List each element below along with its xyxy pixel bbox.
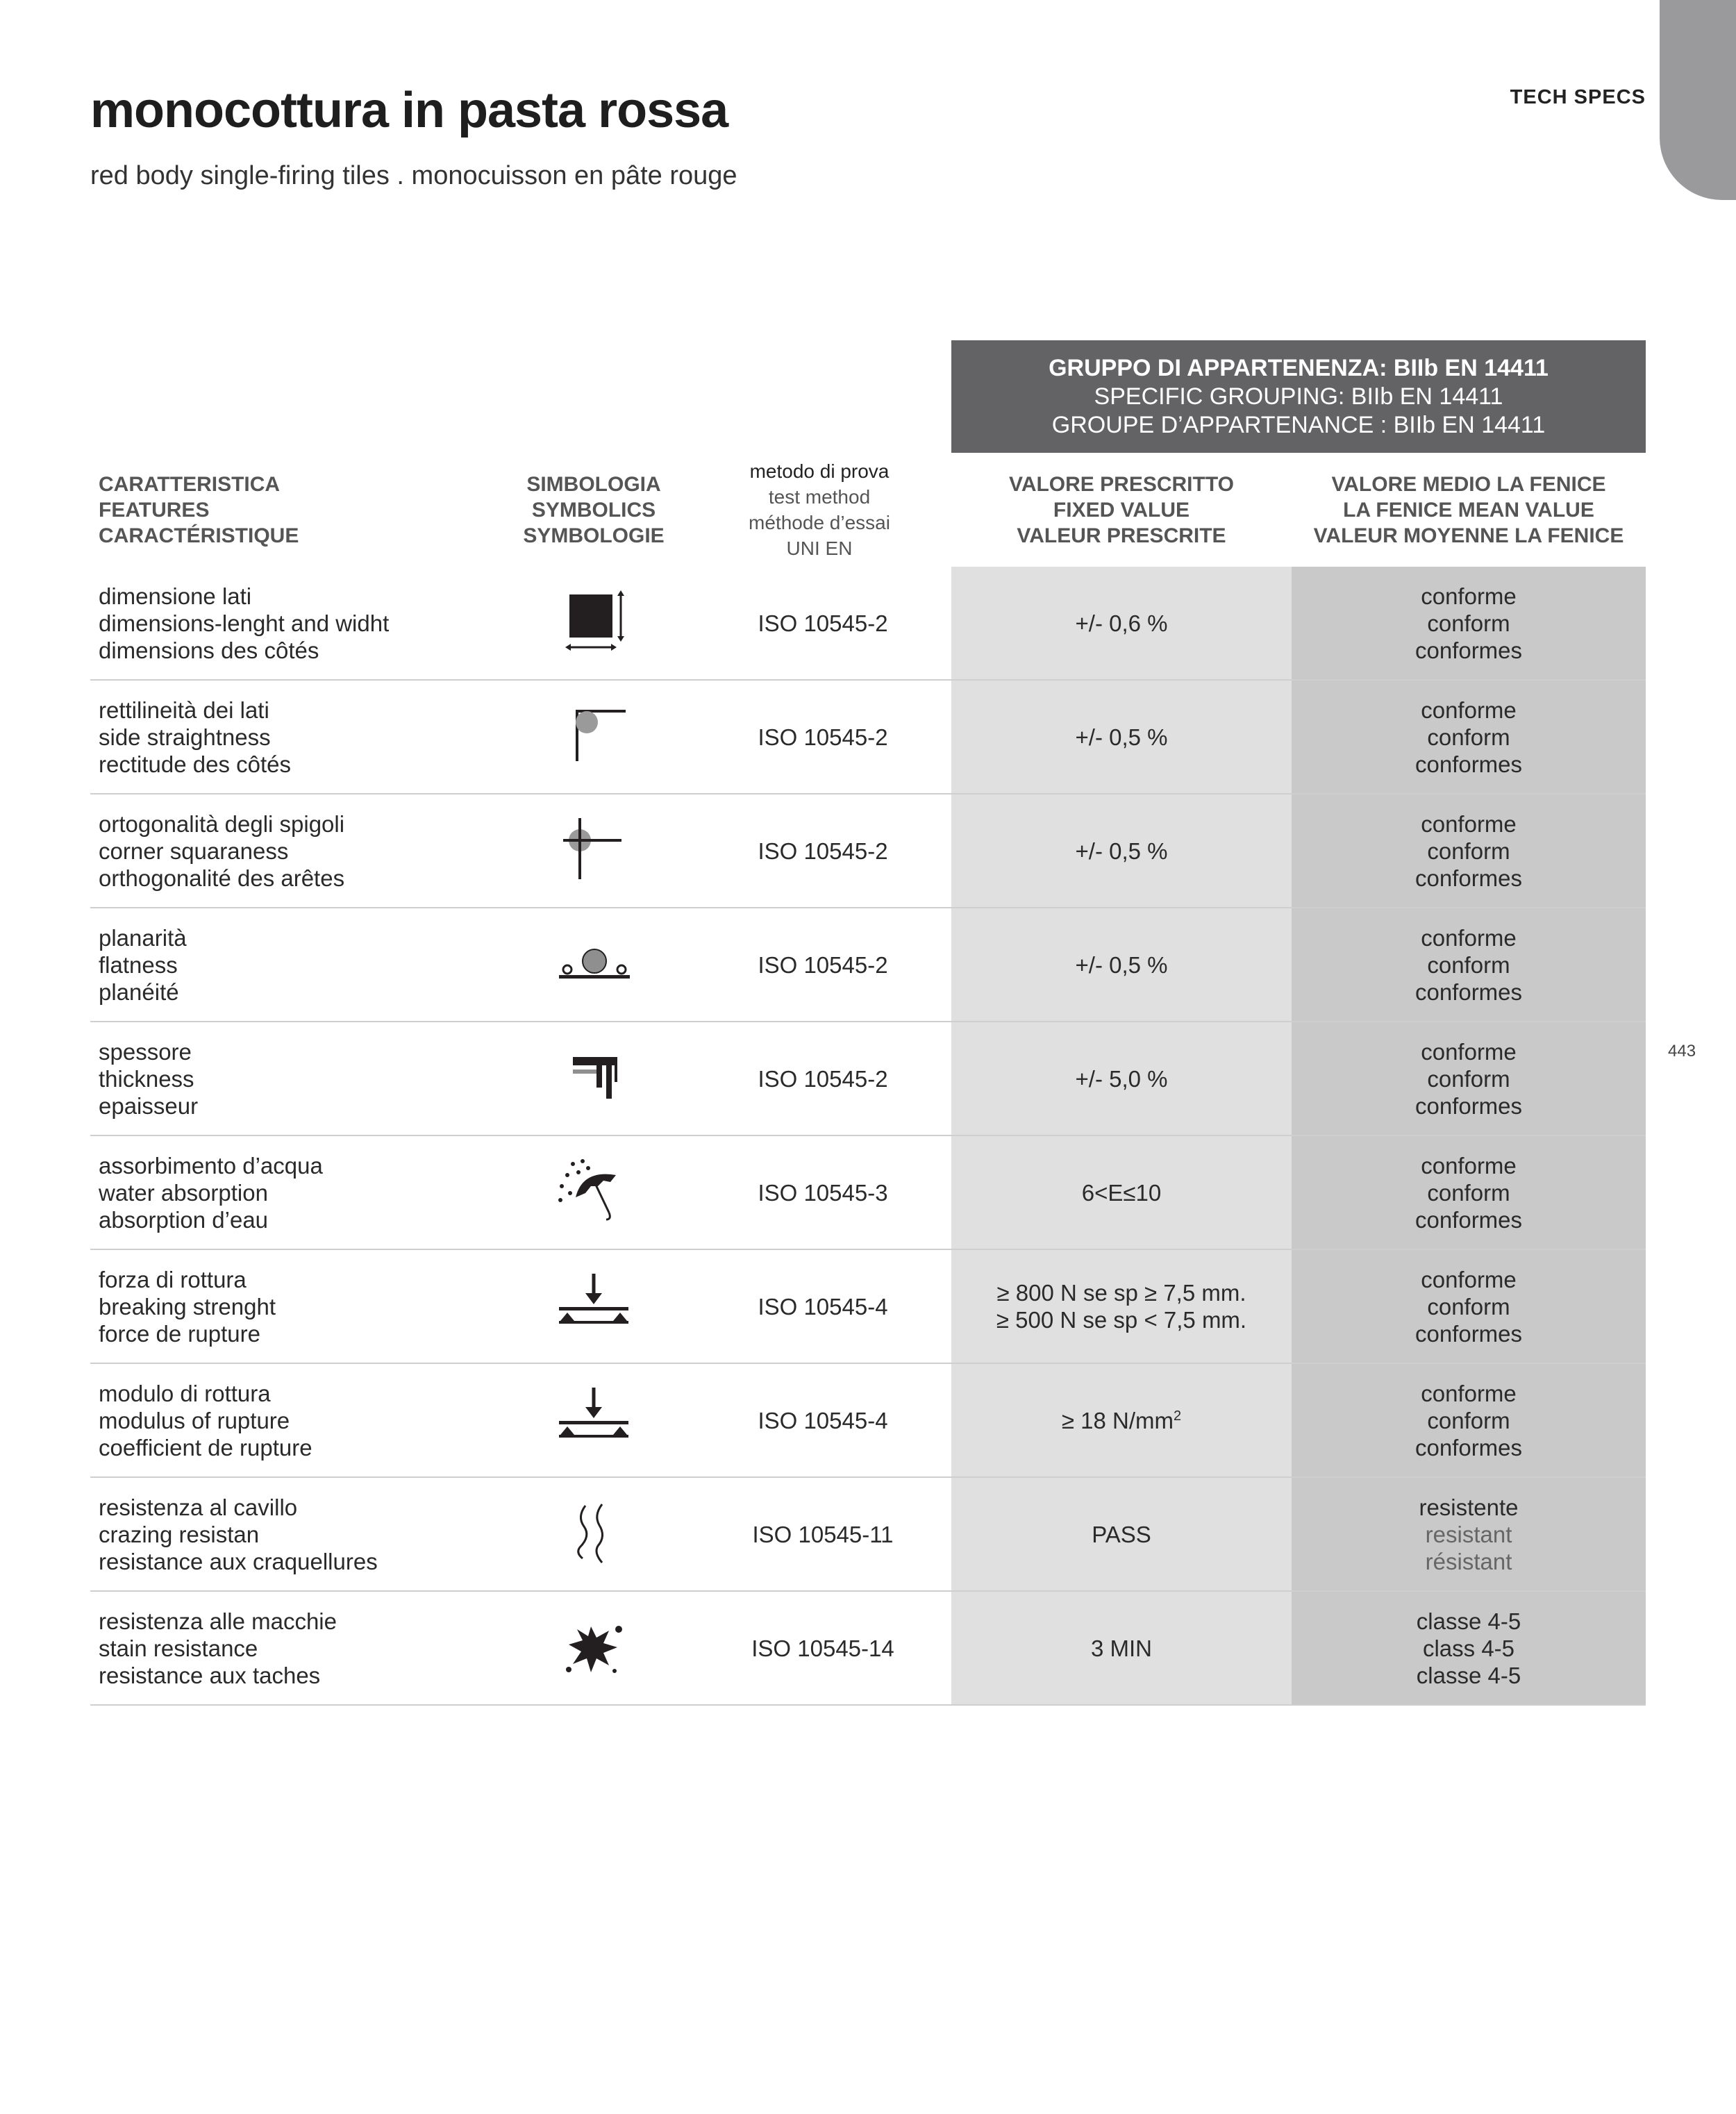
characteristic-cell	[90, 1592, 493, 1704]
text-line: conform	[1427, 1293, 1510, 1320]
text-line: planarità	[99, 924, 187, 951]
header-line: VALEUR MOYENNE LA FENICE	[1313, 524, 1624, 547]
fixed-value-cell	[951, 908, 1292, 1021]
text-line: conform	[1427, 838, 1510, 864]
text-line: epaisseur	[99, 1092, 199, 1119]
text-line: rectitude des côtés	[99, 751, 291, 777]
text-line: +/- 0,5 %	[1075, 838, 1168, 864]
text-line: flatness	[99, 951, 178, 978]
mean-value-cell	[1292, 794, 1646, 907]
mean-value-cell	[1292, 1136, 1646, 1249]
characteristic-cell	[90, 681, 493, 793]
text-line: breaking strenght	[99, 1293, 276, 1320]
text-line: modulo di rottura	[99, 1380, 271, 1406]
mean-value-cell	[1292, 1250, 1646, 1363]
text-line: 3 MIN	[1090, 1635, 1152, 1661]
corner-tab	[1660, 0, 1736, 200]
text-line: conforme	[1421, 810, 1517, 837]
method-cell: ISO 10545-11	[752, 1521, 894, 1547]
value-text: ≥ 18 N/mm	[1061, 1407, 1174, 1433]
text-line: conformes	[1414, 1092, 1523, 1119]
straightness-icon	[493, 681, 694, 793]
text-line: +/- 0,6 %	[1075, 610, 1168, 636]
text-line: conformes	[1414, 979, 1523, 1005]
text-line: resistenza al cavillo	[99, 1494, 298, 1520]
header-line: SIMBOLOGIA	[526, 472, 661, 496]
method-cell: ISO 10545-3	[758, 1179, 888, 1206]
mean-value-cell	[1292, 1478, 1646, 1590]
text-line: ortogonalità degli spigoli	[99, 810, 345, 837]
header-characteristic	[90, 453, 486, 567]
characteristic-cell	[90, 1364, 493, 1476]
table-row	[90, 1250, 1646, 1364]
fixed-value-cell	[951, 681, 1292, 793]
characteristic-cell	[90, 1478, 493, 1590]
group-banner	[951, 340, 1646, 453]
characteristic-cell	[90, 1136, 493, 1249]
text-line: conformes	[1414, 1434, 1523, 1460]
text-line: crazing resistan	[99, 1521, 260, 1547]
text-line: 6<E≤10	[1081, 1179, 1162, 1206]
header-line: UNI EN	[786, 538, 853, 559]
fixed-value-cell	[951, 794, 1292, 907]
mean-value-cell	[1292, 567, 1646, 679]
text-line: rettilineità dei lati	[99, 697, 269, 723]
header-line: CARATTERISTICA	[99, 472, 281, 496]
method-cell: ISO 10545-2	[758, 724, 888, 750]
header-fixed-value	[951, 453, 1292, 567]
text-line: PASS	[1092, 1521, 1151, 1547]
method-cell: ISO 10545-14	[751, 1635, 894, 1661]
text-line: spessore	[99, 1038, 192, 1065]
header-line: VALORE PRESCRITTO	[1009, 472, 1234, 496]
table-row	[90, 1136, 1646, 1250]
text-line: stain resistance	[99, 1635, 258, 1661]
text-line: conformes	[1414, 637, 1523, 663]
umbrella-rain-icon	[493, 1136, 694, 1249]
text-line: resistenza alle macchie	[99, 1608, 337, 1634]
text-line: dimensione lati	[99, 583, 252, 609]
text-line: assorbimento d’acqua	[99, 1152, 323, 1179]
text-line: classe 4-5	[1416, 1608, 1521, 1634]
table-row	[90, 1364, 1646, 1478]
fixed-value-cell	[951, 1022, 1292, 1135]
text-line: coefficient de rupture	[99, 1434, 312, 1460]
group-banner-line: GRUPPO DI APPARTENENZA: BIIb EN 14411	[1049, 354, 1549, 381]
text-line: conforme	[1421, 583, 1517, 609]
text-line: conformes	[1414, 1320, 1523, 1347]
rupture-modulus-icon	[493, 1364, 694, 1476]
stain-splash-icon	[493, 1592, 694, 1704]
text-line: classe 4-5	[1416, 1662, 1521, 1688]
characteristic-cell	[90, 908, 493, 1021]
text-line: conform	[1427, 724, 1510, 750]
mean-value-cell	[1292, 1592, 1646, 1704]
text-line: class 4-5	[1422, 1635, 1515, 1661]
characteristic-cell	[90, 1022, 493, 1135]
text-line: water absorption	[99, 1179, 268, 1206]
text-line: conformes	[1414, 865, 1523, 891]
group-banner-line: GROUPE D’APPARTENANCE : BIIb EN 14411	[1051, 411, 1546, 438]
table-row	[90, 794, 1646, 908]
mean-value-cell	[1292, 681, 1646, 793]
header-method	[694, 453, 944, 567]
table-row	[90, 1592, 1646, 1706]
method-cell: ISO 10545-2	[758, 610, 888, 636]
text-line: orthogonalité des arêtes	[99, 865, 345, 891]
caliper-icon	[493, 1022, 694, 1135]
header-line: SYMBOLICS	[531, 498, 656, 522]
text-line: conform	[1427, 951, 1510, 978]
method-cell: ISO 10545-2	[758, 838, 888, 864]
text-line: +/- 0,5 %	[1075, 951, 1168, 978]
fixed-value-cell	[951, 1478, 1292, 1590]
method-cell: ISO 10545-2	[758, 1065, 888, 1092]
mean-value-cell	[1292, 1364, 1646, 1476]
text-line: resistance aux taches	[99, 1662, 321, 1688]
text-line: corner squaraness	[99, 838, 289, 864]
characteristic-cell	[90, 794, 493, 907]
text-line: ≥ 800 N se sp ≥ 7,5 mm.	[996, 1280, 1246, 1306]
text-line: conforme	[1421, 697, 1517, 723]
text-line: force de rupture	[99, 1320, 260, 1347]
text-line	[951, 1407, 1292, 1434]
text-line: side straightness	[99, 724, 271, 750]
text-line: conform	[1427, 610, 1510, 636]
method-cell: ISO 10545-4	[758, 1293, 888, 1320]
text-line: ≥ 500 N se sp < 7,5 mm.	[996, 1307, 1247, 1333]
header-line: metodo di prova	[749, 460, 890, 482]
text-line: planéité	[99, 979, 179, 1005]
text-line: resistant	[1425, 1521, 1512, 1547]
fixed-value-cell	[951, 1592, 1292, 1704]
table-row	[90, 681, 1646, 794]
table-row	[90, 1022, 1646, 1136]
header-symbol	[493, 453, 694, 567]
page-title: monocottura in pasta rossa	[90, 83, 728, 138]
breaking-load-icon	[493, 1250, 694, 1363]
text-line: modulus of rupture	[99, 1407, 290, 1433]
page-number: 443	[1668, 1042, 1696, 1060]
text-line: conforme	[1421, 1152, 1517, 1179]
header-line: CARACTÉRISTIQUE	[99, 524, 299, 547]
table-row	[90, 908, 1646, 1022]
fixed-value-cell	[951, 567, 1292, 679]
mean-value-cell	[1292, 1022, 1646, 1135]
header-line: VALEUR PRESCRITE	[1017, 524, 1226, 547]
squareness-icon	[493, 794, 694, 907]
text-line: conforme	[1421, 924, 1517, 951]
text-line: forza di rottura	[99, 1266, 247, 1292]
characteristic-cell	[90, 567, 493, 679]
text-line: conforme	[1421, 1038, 1517, 1065]
text-line: resistance aux craquellures	[99, 1548, 378, 1574]
mean-value-cell	[1292, 908, 1646, 1021]
text-line: conforme	[1421, 1266, 1517, 1292]
group-banner-line: SPECIFIC GROUPING: BIIb EN 14411	[1094, 383, 1503, 410]
superscript: 2	[1174, 1408, 1182, 1424]
text-line: thickness	[99, 1065, 194, 1092]
text-line: absorption d’eau	[99, 1206, 269, 1233]
header-line: LA FENICE MEAN VALUE	[1343, 498, 1594, 522]
text-line: conformes	[1414, 1206, 1523, 1233]
characteristic-cell	[90, 1250, 493, 1363]
fixed-value-cell	[951, 1250, 1292, 1363]
header-mean-value	[1292, 453, 1646, 567]
spec-table	[90, 567, 1646, 1706]
text-line: resistente	[1419, 1494, 1519, 1520]
text-line: conformes	[1414, 751, 1523, 777]
fixed-value-cell	[951, 1136, 1292, 1249]
method-cell: ISO 10545-2	[758, 951, 888, 978]
flatness-icon	[493, 908, 694, 1021]
text-line: conforme	[1421, 1380, 1517, 1406]
header-line: FEATURES	[99, 498, 210, 522]
text-line: conform	[1427, 1407, 1510, 1433]
text-line: dimensions des côtés	[99, 637, 319, 663]
header-line: SYMBOLOGIE	[523, 524, 665, 547]
text-line: résistant	[1425, 1548, 1512, 1574]
text-line: conform	[1427, 1179, 1510, 1206]
fixed-value-cell	[951, 1364, 1292, 1476]
crazing-icon	[493, 1478, 694, 1590]
dimensions-icon	[493, 567, 694, 679]
text-line: +/- 5,0 %	[1075, 1065, 1168, 1092]
method-cell: ISO 10545-4	[758, 1407, 888, 1433]
header-line: VALORE MEDIO LA FENICE	[1331, 472, 1606, 496]
header-line: test method	[768, 486, 871, 508]
header-line: FIXED VALUE	[1053, 498, 1190, 522]
table-row	[90, 1478, 1646, 1592]
text-line: +/- 0,5 %	[1075, 724, 1168, 750]
table-row	[90, 567, 1646, 681]
header-line: méthode d’essai	[749, 512, 890, 533]
section-label: TECH SPECS	[1510, 86, 1646, 108]
text-line: conform	[1427, 1065, 1510, 1092]
text-line: dimensions-lenght and widht	[99, 610, 390, 636]
page-subtitle: red body single-firing tiles . monocuisson en pâte rouge	[90, 161, 737, 190]
